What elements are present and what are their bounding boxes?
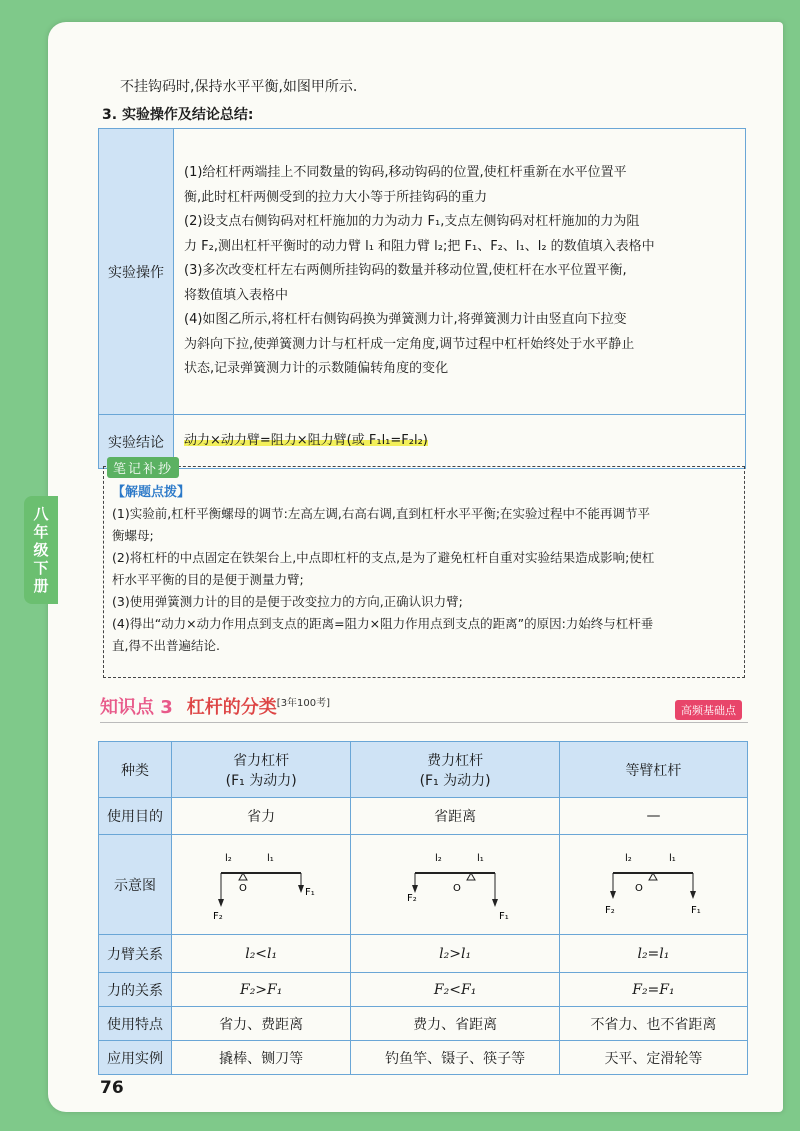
op-line: (1)给杠杆两端挂上不同数量的钩码,移动钩码的位置,使杠杆重新在水平位置平 (184, 165, 627, 181)
column-sub: (F₁ 为动力) (419, 772, 491, 789)
table-cell (559, 935, 747, 973)
note-line: (4)得出“动力×动力作用点到支点的距离=阻力×阻力作用点到支点的距离”的原因:力始终与杠杆垂 (112, 616, 654, 631)
column-sub: (F₁ 为动力) (225, 772, 297, 789)
notes-body (112, 503, 736, 657)
lever-diagram-distance-saving (395, 843, 515, 923)
table-cell: 省距离 (351, 798, 560, 835)
experiment-table (98, 128, 746, 469)
note-line: (2)将杠杆的中点固定在铁架台上,中点即杠杆的支点,是为了避免杠杆自重对实验结果造成影响;使杠 (112, 550, 655, 565)
label-f1: F₁ (305, 886, 315, 898)
diagram-cell (351, 835, 560, 935)
side-tab-char: 级 (33, 541, 49, 559)
table-cell: 钓鱼竿、镊子、筷子等 (351, 1041, 560, 1075)
op-line: 为斜向下拉,使弹簧测力计与杠杆成一定角度,调节过程中杠杆始终处于水平静止 (184, 336, 635, 352)
operation-label: 实验操作 (99, 129, 174, 415)
label-o: O (239, 882, 248, 894)
label-l2: l₂ (225, 852, 232, 864)
column-header (172, 742, 351, 798)
section-title: 实验操作及结论总结: (121, 107, 254, 123)
knowledge-title: 杠杆的分类 (186, 697, 277, 718)
row-label: 使用目的 (99, 798, 172, 835)
note-line: 直,得不出普遍结论. (112, 638, 220, 653)
label-l1: l₁ (669, 852, 677, 864)
label-f1: F₁ (499, 910, 509, 922)
cell-formula: F₂>F₁ (239, 981, 283, 998)
section-heading (102, 104, 254, 124)
section-number: 3. (102, 107, 118, 123)
op-line: 力 F₂,测出杠杆平衡时的动力臂 l₁ 和阻力臂 l₂;把 F₁、F₂、l₁、l₂ 的数值填入表格中 (184, 238, 655, 254)
table-cell: 省力、费距离 (172, 1007, 351, 1041)
conclusion-content (174, 415, 746, 469)
notes-box (103, 462, 745, 678)
op-line: (4)如图乙所示,将杠杆右侧钩码换为弹簧测力计,将弹簧测力计由竖直向下拉变 (184, 312, 627, 328)
row-label: 示意图 (99, 835, 172, 935)
column-header (351, 742, 560, 798)
heading-divider (100, 722, 748, 723)
side-tab-char: 册 (33, 577, 49, 595)
column-header (559, 742, 747, 798)
note-line: 衡螺母; (112, 528, 154, 543)
intro-line: 不挂钩码时,保持水平平衡,如图甲所示. (120, 79, 358, 95)
diagram-cell (172, 835, 351, 935)
table-cell (559, 973, 747, 1007)
knowledge-frequency: [3年100考] (276, 698, 331, 709)
conclusion-label: 实验结论 (99, 415, 174, 469)
operation-content (174, 129, 746, 415)
side-tab-char: 年 (33, 523, 49, 541)
cell-formula: F₂<F₁ (433, 981, 477, 998)
row-label: 力臂关系 (99, 935, 172, 973)
lever-diagram-force-saving (201, 843, 321, 923)
table-cell (172, 935, 351, 973)
page-number: 76 (100, 1078, 124, 1098)
op-line: (2)设支点右侧钩码对杠杆施加的力为动力 F₁,支点左侧钩码对杠杆施加的力为阻 (184, 214, 640, 230)
side-tab-char: 下 (33, 559, 49, 577)
table-cell (351, 935, 560, 973)
table-cell (172, 973, 351, 1007)
label-l2: l₂ (435, 852, 442, 864)
lever-classification-table (98, 741, 748, 1075)
diagram-cell (559, 835, 747, 935)
column-name: 等臂杠杆 (625, 762, 682, 779)
cell-formula: F₂=F₁ (632, 981, 675, 998)
column-name: 费力杠杆 (427, 752, 484, 769)
op-line: (3)多次改变杠杆左右两侧所挂钩码的数量并移动位置,使杠杆在水平位置平衡, (184, 263, 627, 279)
label-l2: l₂ (625, 852, 633, 864)
label-l1: l₁ (477, 852, 484, 864)
row-label: 力的关系 (99, 973, 172, 1007)
grade-side-tab (24, 496, 58, 604)
notes-title: 笔记补抄 (107, 457, 179, 478)
table-cell: 天平、定滑轮等 (559, 1041, 747, 1075)
cell-formula: l₂>l₁ (439, 945, 472, 962)
row-label: 使用特点 (99, 1007, 172, 1041)
table-cell (351, 973, 560, 1007)
knowledge-label: 知识点 3 (100, 697, 173, 718)
cell-formula: l₂=l₁ (637, 945, 670, 962)
frequency-badge: 高频基础点 (675, 700, 742, 720)
label-f2: F₂ (407, 892, 417, 904)
table-cell: 撬棒、铡刀等 (172, 1041, 351, 1075)
table-corner: 种类 (99, 742, 172, 798)
cell-formula: l₂<l₁ (245, 945, 278, 962)
note-line: 杆水平平衡的目的是便于测量力臂; (112, 572, 304, 587)
table-cell: — (559, 798, 747, 835)
op-line: 将数值填入表格中 (184, 287, 289, 303)
label-o: O (635, 882, 644, 894)
label-f2: F₂ (605, 904, 616, 916)
side-tab-char: 八 (33, 505, 49, 523)
label-o: O (453, 882, 461, 894)
conclusion-text: 动力×动力臂=阻力×阻力臂(或 F₁l₁=F₂l₂) (184, 433, 428, 449)
table-cell: 不省力、也不省距离 (559, 1007, 747, 1041)
label-f1: F₁ (691, 904, 702, 916)
note-line: (1)实验前,杠杆平衡螺母的调节:左高左调,右高右调,直到杠杆水平平衡;在实验过程中不能再调节平 (112, 506, 651, 521)
knowledge-point-heading (100, 693, 330, 719)
note-line: (3)使用弹簧测力计的目的是便于改变拉力的方向,正确认识力臂; (112, 594, 463, 609)
row-label: 应用实例 (99, 1041, 172, 1075)
table-cell: 省力 (172, 798, 351, 835)
table-cell: 费力、省距离 (351, 1007, 560, 1041)
label-f2: F₂ (213, 910, 223, 922)
label-l1: l₁ (267, 852, 274, 864)
lever-diagram-equal-arm (593, 843, 713, 923)
op-line: 状态,记录弹簧测力计的示数随偏转角度的变化 (184, 361, 449, 377)
column-name: 省力杠杆 (233, 752, 290, 769)
op-line: 衡,此时杠杆两侧受到的拉力大小等于所挂钩码的重力 (184, 189, 488, 205)
notes-subtitle: 【解题点拨】 (112, 485, 191, 500)
